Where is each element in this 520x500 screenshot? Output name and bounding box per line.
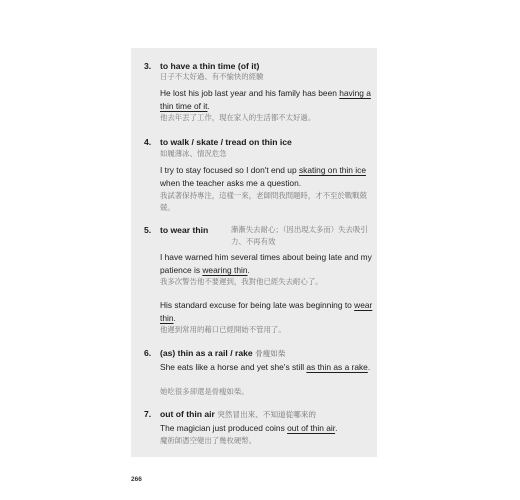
idiom-usage-underlined: as thin as a rake [306, 362, 368, 372]
example-sentence [160, 422, 374, 435]
example-text: I have warned him several times about being late and my patience is [160, 252, 372, 275]
example-text: The magician just produced coins [160, 423, 288, 433]
example-translation: 魔術師憑空變出了幾枚硬幣。 [160, 436, 257, 445]
idiom-usage-underlined: out of thin air [287, 423, 336, 433]
idiom-usage-underlined: having a thin time of it [160, 88, 371, 111]
example-text-end: . [247, 264, 250, 275]
example-text: I try to stay focused so I don't end up [160, 165, 299, 175]
idiom-term: out of thin air [160, 409, 215, 419]
idiom-term: to walk / skate / tread on thin ice [160, 137, 292, 147]
example-text: She eats like a horse and yet she's still [160, 362, 307, 372]
entry-heading [160, 136, 374, 148]
idiom-gloss: 日子不太好過、有不愉快的經驗 [160, 72, 264, 81]
idiom-usage-underlined: wear thin [160, 300, 373, 323]
example-translation: 他遲到常用的藉口已經開始不管用了。 [160, 325, 286, 334]
example-sentence [160, 164, 374, 189]
idiom-gloss: 如履薄冰、情況危急 [160, 149, 227, 158]
example-translation: 他去年丟了工作，現在家人的生活都不太好過。 [160, 113, 316, 122]
example-translation: 我多次警告他不要遲到，我對他已經失去耐心了。 [160, 277, 323, 286]
page-number: 266 [131, 476, 142, 483]
example-text: He lost his job last year and his family has been [160, 88, 340, 98]
example-sentence [160, 299, 374, 324]
entry-heading [160, 347, 374, 360]
entry-number: 3. [144, 61, 152, 71]
example-translation: 我試著保持專注，這樣一來，老師問我問題時，才不至於戰戰兢兢。 [160, 191, 367, 212]
example-text-end: . [367, 362, 371, 372]
example-text: His standard excuse for being late was beginning to [160, 300, 355, 310]
example-translation: 她吃很多卻還是骨瘦如柴。 [160, 387, 249, 396]
idiom-term: to wear thin [160, 225, 209, 235]
example-sentence [160, 87, 374, 112]
entry-heading [160, 408, 374, 421]
idiom-usage-underlined: skating on thin ice [298, 165, 366, 175]
idiom-gloss: 骨瘦如柴 [255, 349, 286, 358]
example-text-end: . [335, 423, 338, 433]
example-text-end: when the teacher asks me a question. [160, 177, 302, 188]
example-sentence [160, 251, 374, 276]
example-sentence [160, 361, 374, 374]
idiom-panel [131, 48, 377, 457]
entry-number: 4. [144, 137, 152, 147]
example-text-end: . [207, 100, 210, 111]
idiom-gloss: 漸漸失去耐心；（因出現太多而）失去吸引力、不再有效 [231, 225, 368, 246]
entry-number: 5. [144, 225, 152, 235]
example-text-end: . [173, 312, 176, 323]
entry-number: 6. [144, 348, 152, 358]
idiom-usage-underlined: wearing thin [202, 264, 248, 275]
entry-number: 7. [144, 409, 152, 419]
idiom-term: to have a thin time (of it) [160, 61, 260, 71]
idiom-gloss: 突然冒出來、不知道從哪來的 [217, 410, 317, 419]
idiom-term: (as) thin as a rail / rake [160, 348, 253, 358]
